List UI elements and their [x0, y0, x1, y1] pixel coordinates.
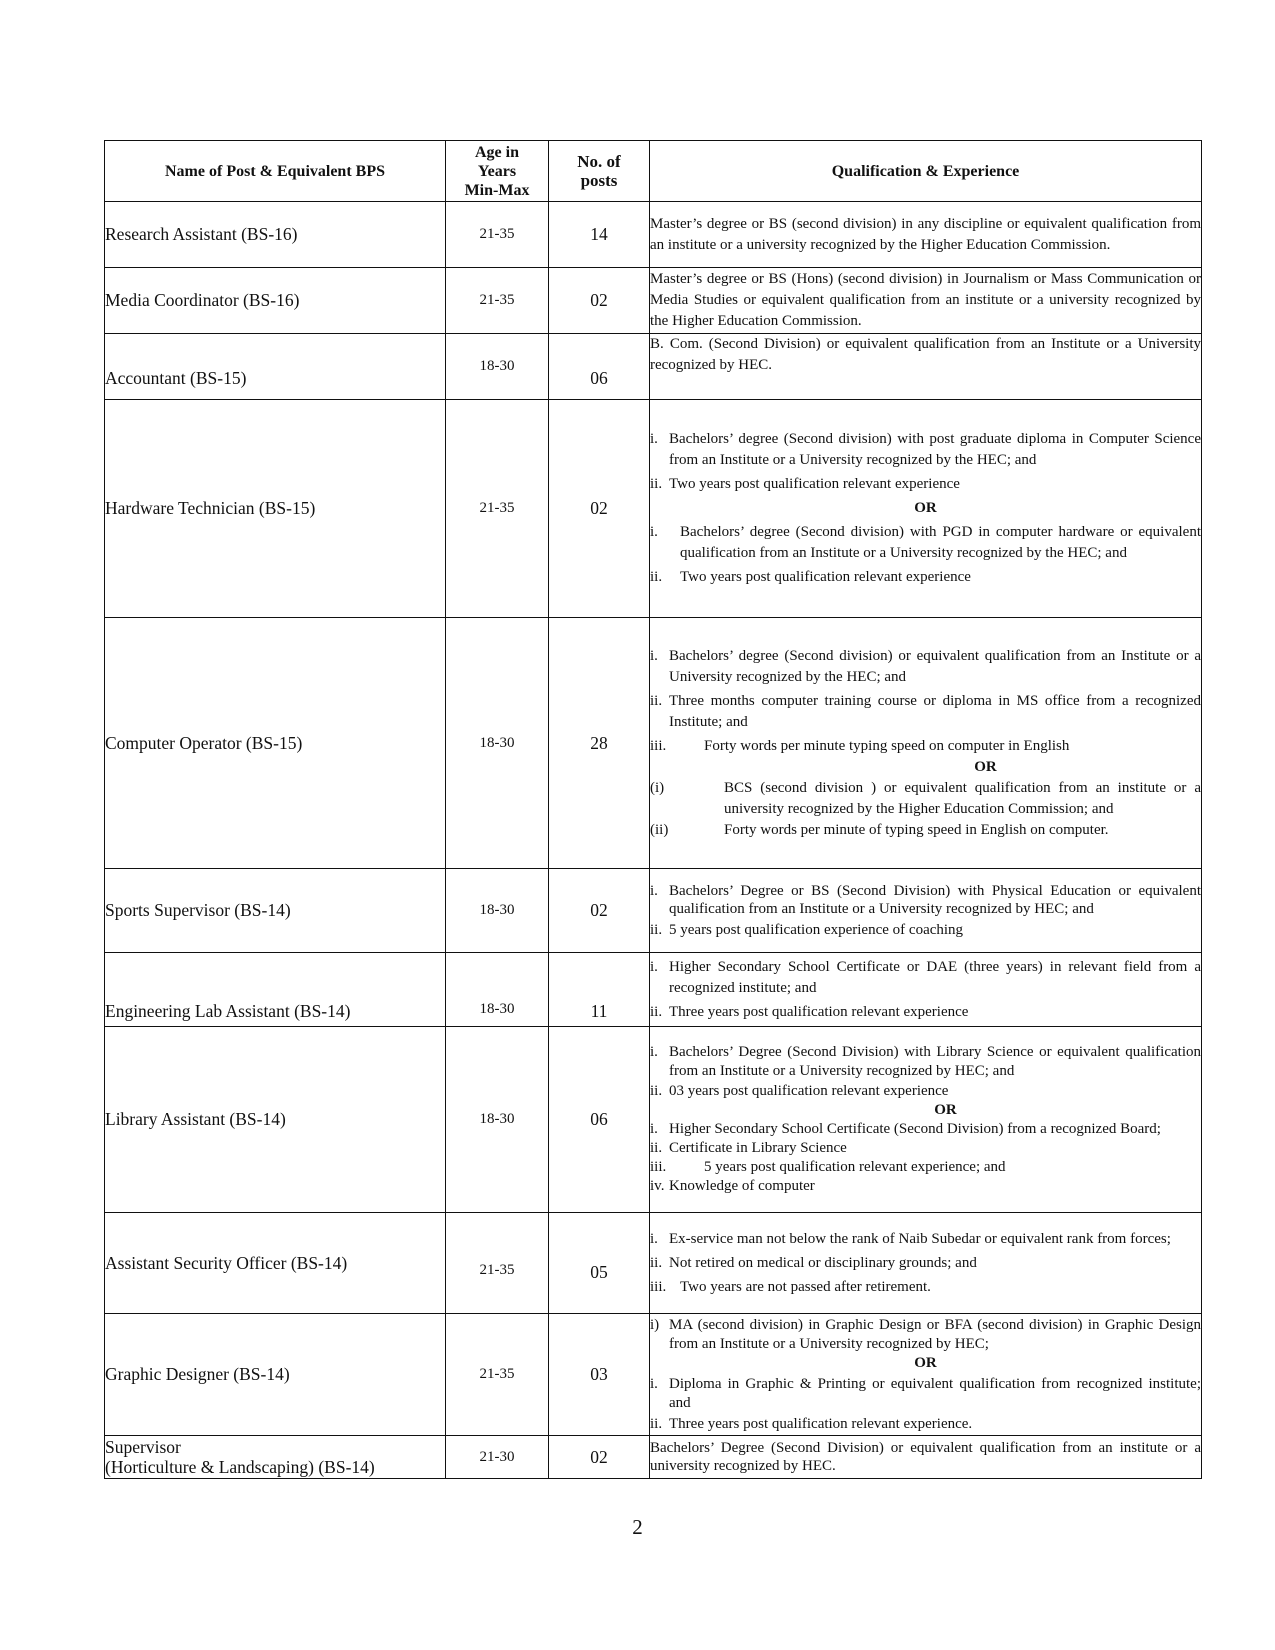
table-row	[105, 1436, 1202, 1479]
age-range: 21-30	[446, 1436, 549, 1479]
age-range: 18-30	[446, 1027, 549, 1213]
table-row	[105, 268, 1202, 334]
item-number: ii.	[650, 1083, 663, 1099]
qualification-item	[650, 778, 1201, 820]
qualification-item	[650, 921, 1201, 939]
or-separator: OR	[974, 758, 997, 775]
item-number: ii.	[650, 1415, 663, 1432]
posts-count: 14	[549, 202, 650, 268]
item-text: Bachelors’ degree (Second division) or equivalent qualification from an Institute or a University recognized by the HEC; and	[669, 647, 1201, 685]
qualification-cell	[650, 334, 1202, 400]
header-age-line: Min-Max	[464, 181, 530, 199]
qualification-item	[650, 957, 1201, 999]
item-text: Higher Secondary School Certificate or DAE (three years) in relevant field from a recognized institute; and	[669, 958, 1201, 996]
qualification-item	[650, 1316, 1201, 1354]
qualification-item	[650, 691, 1201, 733]
or-separator: OR	[914, 500, 937, 516]
item-text: 5 years post qualification relevant experience; and	[704, 1159, 1006, 1175]
qualification-item	[650, 1120, 1201, 1139]
item-number: i.	[650, 1375, 658, 1392]
item-number: i.	[650, 1230, 658, 1247]
table-row	[105, 1314, 1202, 1436]
posts-count: 02	[549, 1436, 650, 1479]
qualification-cell	[650, 1436, 1202, 1479]
item-number: iii.	[650, 737, 667, 754]
qualification-cell	[650, 1027, 1202, 1213]
item-number: ii.	[650, 569, 663, 585]
qualification-item	[650, 882, 1201, 918]
qualification-cell	[650, 202, 1202, 268]
qualification-cell	[650, 268, 1202, 334]
post-name: Assistant Security Officer (BS-14)	[105, 1213, 446, 1314]
item-number: i.	[650, 647, 658, 664]
qualification-item	[650, 1177, 1201, 1196]
item-text: Not retired on medical or disciplinary grounds; and	[669, 1254, 977, 1271]
item-text: Forty words per minute typing speed on computer in English	[704, 737, 1070, 754]
item-text: Knowledge of computer	[669, 1178, 815, 1194]
item-text: Bachelors’ degree (Second division) with post graduate diploma in Computer Science from an Institute or a University recognized by the HEC; and	[669, 431, 1201, 468]
item-number: ii.	[650, 1003, 663, 1020]
qualification-text: Master’s degree or BS (Hons) (second division) in Journalism or Mass Communication or Media Studies or equivalent qualification from an institute or a university recognized by the Higher Education Commission.	[650, 271, 1201, 329]
qualification-item	[650, 1139, 1201, 1158]
item-text: Two years are not passed after retirement.	[680, 1278, 931, 1295]
table-row	[105, 953, 1202, 1027]
post-name: Research Assistant (BS-16)	[105, 202, 446, 268]
header-posts	[549, 141, 650, 202]
item-text: Three years post qualification relevant experience	[669, 1003, 969, 1020]
qualification-text: B. Com. (Second Division) or equivalent qualification from an Institute or a University recognized by HEC.	[650, 336, 1201, 373]
age-range: 18-30	[446, 953, 549, 1027]
posts-count: 06	[549, 334, 650, 400]
age-range: 18-30	[446, 869, 549, 953]
table-row	[105, 400, 1202, 618]
post-name: Computer Operator (BS-15)	[105, 618, 446, 869]
age-range: 21-35	[446, 268, 549, 334]
item-number: iv.	[650, 1178, 665, 1194]
qualification-item	[650, 1158, 1201, 1177]
post-name: Sports Supervisor (BS-14)	[105, 869, 446, 953]
item-number: i.	[650, 883, 658, 899]
qualification-cell	[650, 953, 1202, 1027]
item-text: Bachelors’ Degree (Second Division) with Library Science or equivalent qualification from an Institute or a University recognized by HEC; and	[669, 1044, 1201, 1079]
qualification-item	[650, 646, 1201, 688]
item-text: Bachelors’ Degree or BS (Second Division) with Physical Education or equivalent qualification from an Institute or a University recognized by HEC; and	[669, 883, 1201, 917]
post-name-line: Supervisor	[105, 1437, 181, 1457]
vacancy-table	[104, 140, 1202, 1479]
qualification-item	[650, 1043, 1201, 1081]
posts-count: 02	[549, 268, 650, 334]
qualification-item	[650, 567, 1201, 588]
age-range: 18-30	[446, 618, 549, 869]
item-number: ii.	[650, 476, 663, 492]
table-row	[105, 618, 1202, 869]
item-text: Certificate in Library Science	[669, 1140, 847, 1156]
header-posts-line: No. of	[577, 152, 621, 171]
posts-count: 11	[549, 953, 650, 1027]
header-posts-line: posts	[580, 171, 618, 190]
page-number: 2	[632, 1515, 643, 1539]
item-text: Forty words per minute of typing speed in English on computer.	[724, 821, 1109, 838]
qualification-item	[650, 522, 1201, 564]
item-number: i.	[650, 431, 658, 447]
item-number: i)	[650, 1316, 660, 1333]
header-qualification: Qualification & Experience	[650, 141, 1202, 202]
qualification-cell	[650, 1314, 1202, 1436]
posts-count: 02	[549, 869, 650, 953]
item-number: iii.	[650, 1159, 667, 1175]
post-name: Accountant (BS-15)	[105, 334, 446, 400]
item-text: Diploma in Graphic & Printing or equivalent qualification from recognized institute; and	[669, 1375, 1201, 1411]
qualification-item	[650, 1229, 1201, 1250]
item-text: 5 years post qualification experience of coaching	[669, 922, 964, 938]
posts-count: 02	[549, 400, 650, 618]
item-text: MA (second division) in Graphic Design or BFA (second division) in Graphic Design from an Institute or a University recognized by HEC;	[669, 1316, 1201, 1352]
age-range: 21-35	[446, 202, 549, 268]
age-range: 21-35	[446, 1213, 549, 1314]
header-age-line: Years	[477, 162, 517, 180]
post-name: Media Coordinator (BS-16)	[105, 268, 446, 334]
post-name: Library Assistant (BS-14)	[105, 1027, 446, 1213]
item-number: i.	[650, 958, 658, 975]
item-text: 03 years post qualification relevant experience	[669, 1083, 949, 1099]
qualification-item	[650, 1277, 1201, 1298]
item-text: Higher Secondary School Certificate (Second Division) from a recognized Board;	[669, 1121, 1161, 1137]
table-row	[105, 1027, 1202, 1213]
qualification-item	[650, 429, 1201, 471]
table-row	[105, 1213, 1202, 1314]
post-name-line: (Horticulture & Landscaping) (BS-14)	[105, 1457, 375, 1477]
item-text: Two years post qualification relevant experience	[669, 476, 960, 492]
qualification-cell	[650, 618, 1202, 869]
qualification-cell	[650, 1213, 1202, 1314]
post-name: Hardware Technician (BS-15)	[105, 400, 446, 618]
header-post-name: Name of Post & Equivalent BPS	[105, 141, 446, 202]
item-number: (i)	[650, 779, 665, 796]
table-row	[105, 202, 1202, 268]
item-number: iii.	[650, 1278, 667, 1295]
qualification-item	[650, 1082, 1201, 1101]
age-range: 21-35	[446, 400, 549, 618]
qualification-text: Master’s degree or BS (second division) in any discipline or equivalent qualification from an institute or a university recognized by the Higher Education Commission.	[650, 215, 1201, 253]
age-range: 21-35	[446, 1314, 549, 1436]
item-text: Three years post qualification relevant experience.	[669, 1415, 973, 1432]
table-row	[105, 334, 1202, 400]
item-number: ii.	[650, 1140, 663, 1156]
qualification-item	[650, 1002, 1201, 1023]
item-text: BCS (second division ) or equivalent qualification from an institute or a university recognized by the Higher Education Commission; and	[724, 779, 1201, 817]
qualification-item	[650, 1375, 1201, 1413]
item-number: i.	[650, 1044, 658, 1060]
item-text: Bachelors’ degree (Second division) with PGD in computer hardware or equivalent qualification from an Institute or a University recognized by the HEC; and	[680, 524, 1201, 561]
post-name: Graphic Designer (BS-14)	[105, 1314, 446, 1436]
age-range: 18-30	[446, 334, 549, 400]
qualification-item	[650, 820, 1201, 841]
posts-count: 28	[549, 618, 650, 869]
or-separator: OR	[934, 1102, 957, 1118]
item-number: ii.	[650, 922, 663, 938]
posts-count: 05	[549, 1213, 650, 1314]
posts-count: 03	[549, 1314, 650, 1436]
table-row	[105, 869, 1202, 953]
header-age	[446, 141, 549, 202]
or-separator: OR	[914, 1354, 937, 1371]
item-text: Ex-service man not below the rank of Naib Subedar or equivalent rank from forces;	[669, 1230, 1171, 1247]
qualification-cell	[650, 400, 1202, 618]
post-name: Engineering Lab Assistant (BS-14)	[105, 953, 446, 1027]
header-row	[105, 141, 1202, 202]
qualification-text: Bachelors’ Degree (Second Division) or equivalent qualification from an institute or a university recognized by HEC.	[650, 1440, 1201, 1474]
qualification-item	[650, 1415, 1201, 1434]
qualification-item	[650, 736, 1201, 757]
post-name	[105, 1436, 446, 1479]
item-text: Three months computer training course or diploma in MS office from a recognized Institute; and	[669, 692, 1201, 730]
item-number: ii.	[650, 692, 663, 709]
item-text: Two years post qualification relevant experience	[680, 569, 971, 585]
qualification-cell	[650, 869, 1202, 953]
item-number: ii.	[650, 1254, 663, 1271]
qualification-item	[650, 1253, 1201, 1274]
header-age-line: Age in	[475, 143, 519, 161]
posts-count: 06	[549, 1027, 650, 1213]
qualification-item	[650, 474, 1201, 495]
item-number: i.	[650, 524, 658, 540]
item-number: i.	[650, 1121, 658, 1137]
item-number: (ii)	[650, 821, 669, 838]
